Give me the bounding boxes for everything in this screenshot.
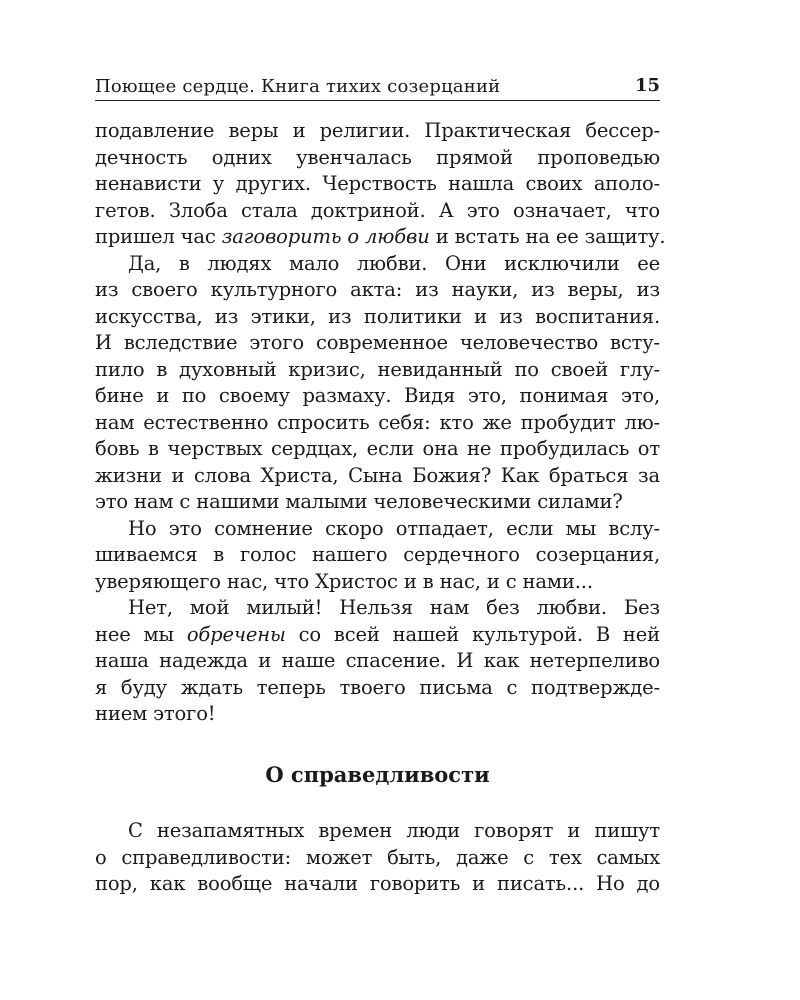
text-line: пило в духовный кризис, невиданный по своей глу-	[95, 357, 660, 381]
text-line: из своего культурного акта: из науки, из веры, из	[95, 278, 660, 301]
text-line: шиваемся в голос нашего сердечного созерцания,	[95, 543, 660, 566]
text-line: Но это сомнение скоро отпадает, если мы вслу-	[128, 516, 660, 540]
text-line: ненависти у других. Черствость нашла своих аполо-	[95, 172, 660, 195]
text-run: и встать на ее защиту.	[429, 225, 666, 248]
text-run: со всей нашей культурой. В ней	[285, 622, 660, 646]
text-line: бовь в черствых сердцах, если она не пробудилась от	[95, 437, 660, 460]
text-line: я буду ждать теперь твоего письма с подтвержде-	[95, 675, 660, 699]
text-line: гетов. Злоба стала доктриной. А это означает, что	[95, 198, 660, 222]
emphasis-text: обречены	[186, 622, 286, 646]
text-line: дечность одних увенчалась прямой проповедью	[95, 145, 660, 169]
text-line: уверяющего нас, что Христос и в нас, и с нами...	[95, 569, 593, 593]
text-line: С незапамятных времен люди говорят и пишут	[128, 819, 660, 842]
section-text	[95, 818, 660, 898]
section-heading: О справедливости	[265, 762, 490, 787]
text-line	[95, 622, 660, 649]
text-line: это нам с нашими малыми человеческими силами?	[95, 490, 623, 513]
text-line: пор, как вообще начали говорить и писать... Но до	[95, 872, 660, 895]
emphasis-text: заговорить о любви	[221, 225, 430, 248]
text-line: нам естественно спросить себя: кто же пробудит лю-	[95, 410, 660, 434]
text-line: наша надежда и наше спасение. И как нетерпеливо	[95, 649, 660, 672]
text-line: И вследствие этого современное человечество всту-	[95, 331, 660, 354]
text-line: нием этого!	[95, 702, 216, 725]
text-run: нее мы	[95, 622, 187, 646]
text-line: искусства, из этики, из политики и из воспитания.	[95, 304, 660, 328]
text-line	[95, 224, 666, 251]
running-header	[95, 74, 660, 101]
header-title: Поющее сердце. Книга тихих созерцаний	[95, 76, 501, 97]
text-line: Да, в людях мало любви. Они исключили ее	[128, 251, 660, 275]
body-text	[95, 118, 666, 728]
text-run: пришел час	[95, 225, 222, 248]
text-line: жизни и слова Христа, Сына Божия? Как браться за	[95, 463, 660, 487]
page-number: 15	[634, 75, 660, 96]
text-line: подавление веры и религии. Практическая бессер-	[95, 119, 660, 142]
text-line: бине и по своему размаху. Видя это, понимая это,	[95, 384, 660, 407]
text-line: о справедливости: может быть, даже с тех самых	[95, 845, 660, 869]
text-line: Нет, мой милый! Нельзя нам без любви. Без	[128, 596, 660, 619]
